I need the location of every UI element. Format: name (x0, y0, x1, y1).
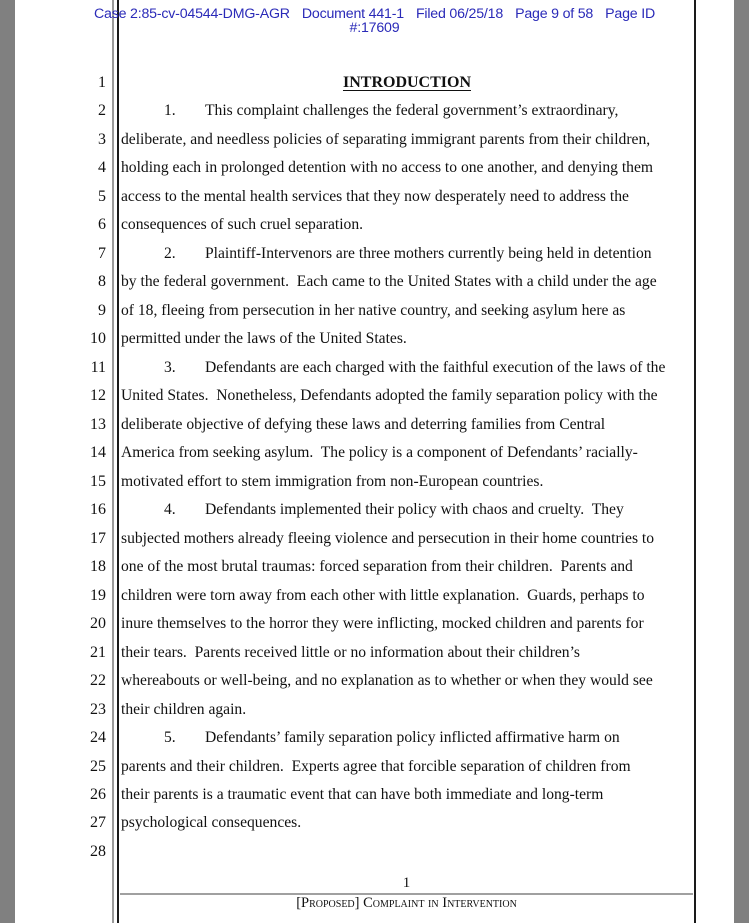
right-margin-rule (694, 0, 696, 923)
page-id-label: Page ID (605, 6, 656, 22)
line-number: 23 (90, 700, 106, 718)
paragraph-line: psychological consequences. (121, 814, 302, 832)
paragraph-number: 4. (164, 501, 176, 519)
filed-date: Filed 06/25/18 (415, 6, 504, 22)
paragraph-text: This complaint challenges the federal government’s extraordinary, (205, 102, 619, 120)
page-id: #:17609 (349, 20, 400, 36)
line-number: 14 (90, 444, 106, 462)
paragraph-line: their children again. (121, 700, 247, 718)
line-number: 6 (98, 216, 106, 234)
line-number: 10 (90, 330, 106, 348)
document-number: Document 441-1 (301, 6, 404, 22)
line-number: 19 (90, 586, 106, 604)
court-filing-header (0, 7, 749, 35)
paragraph-first-line (121, 100, 618, 122)
section-heading-text: INTRODUCTION (342, 74, 471, 91)
line-number: 11 (90, 358, 106, 376)
line-number: 25 (90, 757, 106, 775)
paragraph-line: parents and their children. Experts agree that forcible separation of children from (121, 757, 631, 775)
paragraph-line: their parents is a traumatic event that can have both immediate and long-term (121, 786, 604, 803)
section-heading (121, 72, 693, 94)
paragraph-line: whereabouts or well-being, and no explanation as to whether or when they would see (121, 672, 653, 690)
line-number: 4 (98, 159, 106, 177)
line-number: 21 (90, 643, 106, 661)
left-margin-rule-gray (112, 0, 114, 923)
paragraph-text: Plaintiff-Intervenors are three mothers currently being held in detention (205, 244, 652, 262)
paragraph-line: inure themselves to the horror they were inflicting, mocked children and parents for (121, 615, 644, 633)
paragraph-line: holding each in prolonged detention with no access to one another, and denying them (121, 159, 654, 177)
line-number: 16 (90, 501, 106, 519)
case-number: Case 2:85-cv-04544-DMG-AGR (93, 6, 290, 22)
line-number: 9 (98, 301, 106, 319)
line-number: 2 (98, 102, 106, 120)
filing-header-line-1 (0, 7, 749, 21)
paragraph-line: America from seeking asylum. The policy is a component of Defendants’ racially- (121, 444, 638, 462)
paragraph-line: by the federal government. Each came to the United States with a child under the age (121, 273, 657, 291)
line-number: 26 (90, 786, 106, 803)
paragraph-first-line (121, 727, 620, 749)
page-count: Page 9 of 58 (515, 6, 594, 22)
paragraph-first-line (121, 243, 652, 265)
paragraph-number: 2. (164, 244, 176, 262)
paragraph-line: access to the mental health services that they now desperately need to address the (121, 187, 629, 205)
line-number: 18 (90, 558, 106, 576)
line-number: 7 (98, 244, 106, 262)
paragraph-line: one of the most brutal traumas: forced separation from their children. Parents and (121, 558, 633, 576)
paragraph-number: 3. (164, 358, 176, 376)
paragraph-text: Defendants implemented their policy with chaos and cruelty. They (205, 501, 624, 519)
footer-document-title: [Proposed] Complaint in Intervention (296, 895, 517, 911)
left-margin-rule-dark (117, 0, 119, 923)
paragraph-line: United States. Nonetheless, Defendants adopted the family separation policy with the (121, 387, 658, 405)
line-number: 17 (90, 529, 106, 547)
line-number: 24 (90, 729, 106, 747)
paragraph-line: children were torn away from each other with little explanation. Guards, perhaps to (121, 586, 645, 604)
paragraph-text: Defendants are each charged with the faithful execution of the laws of the (205, 358, 666, 376)
paragraph-line: their tears. Parents received little or no information about their children’s (121, 643, 581, 661)
line-number: 12 (90, 387, 106, 405)
paragraph-line: deliberate objective of defying these laws and deterring families from Central (121, 415, 606, 433)
paragraph-first-line (121, 499, 624, 521)
line-number: 3 (98, 130, 106, 148)
right-viewer-gutter (734, 0, 749, 923)
paragraph-line: deliberate, and needless policies of separating immigrant parents from their children, (121, 130, 651, 148)
line-number: 20 (90, 615, 106, 633)
paragraph-line: permitted under the laws of the United States. (121, 330, 407, 348)
line-number: 8 (98, 273, 106, 291)
line-number: 5 (98, 187, 106, 205)
paragraph-line: of 18, fleeing from persecution in her native country, and seeking asylum here as (121, 301, 626, 319)
footer-page-number: 1 (402, 875, 411, 891)
line-number: 22 (90, 672, 106, 690)
left-viewer-gutter (0, 0, 15, 923)
paragraph-line: motivated effort to stem immigration from non-European countries. (121, 472, 544, 490)
line-number: 28 (90, 842, 106, 860)
paragraph-line: consequences of such cruel separation. (121, 216, 364, 234)
paragraph-number: 1. (164, 102, 176, 120)
line-number: 15 (90, 472, 106, 490)
line-number: 13 (90, 415, 106, 433)
paragraph-number: 5. (164, 729, 176, 747)
paragraph-text: Defendants’ family separation policy inflicted affirmative harm on (205, 729, 620, 747)
line-number: 1 (98, 74, 106, 91)
paragraph-first-line (121, 357, 665, 379)
paragraph-line: subjected mothers already fleeing violence and persecution in their home countries to (121, 529, 655, 547)
line-number: 27 (90, 814, 106, 832)
